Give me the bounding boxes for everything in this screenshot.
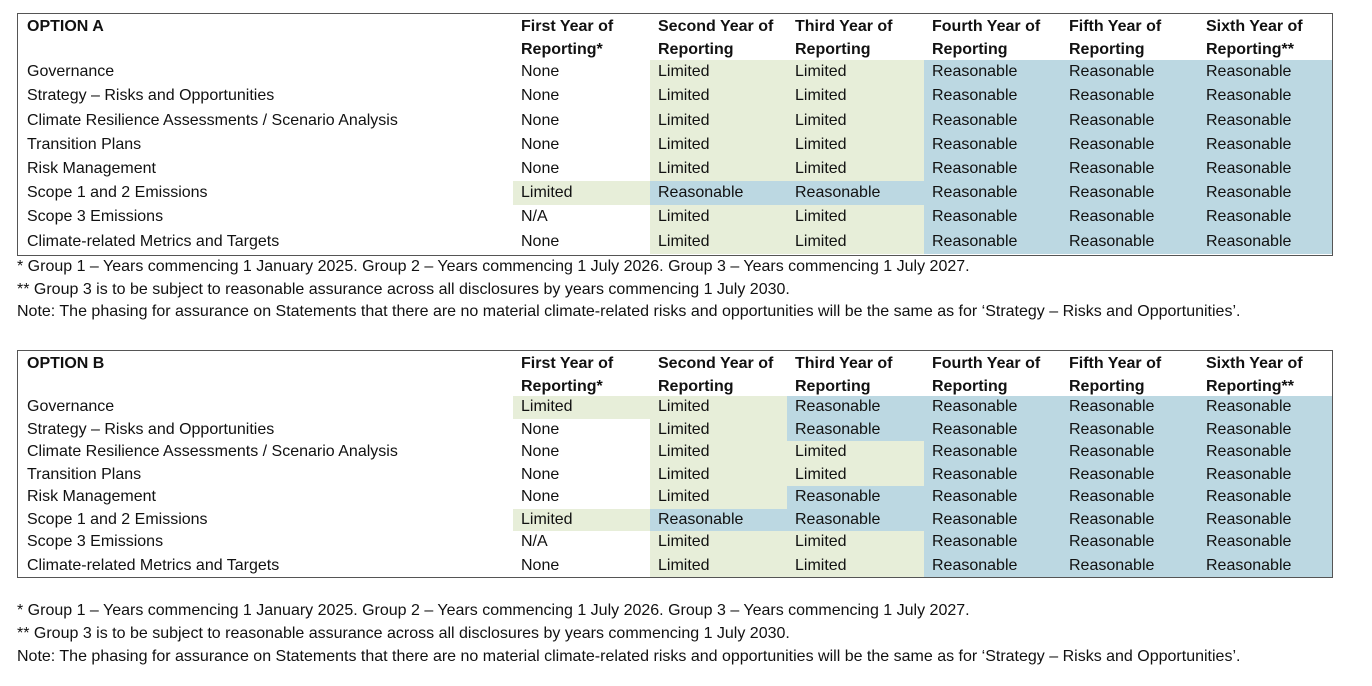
row-label: Strategy – Risks and Opportunities — [27, 87, 275, 104]
assurance-cell-reasonable: Reasonable — [650, 509, 787, 532]
assurance-cell-n-a: N/A — [521, 533, 548, 550]
assurance-cell-limited: Limited — [787, 229, 924, 254]
column-header — [787, 351, 924, 396]
assurance-cell-limited: Limited — [650, 157, 787, 181]
assurance-cell-none: None — [521, 443, 560, 460]
column-header-line: Third Year of — [795, 18, 893, 35]
column-header — [1198, 351, 1332, 396]
column-header-line: Second Year of — [658, 355, 774, 372]
assurance-cell-reasonable: Reasonable — [924, 554, 1061, 577]
assurance-cell-reasonable: Reasonable — [1061, 229, 1198, 254]
assurance-cell-reasonable: Reasonable — [924, 464, 1061, 487]
assurance-cell-none: None — [521, 87, 560, 104]
row-label: Risk Management — [27, 160, 156, 177]
assurance-cell-reasonable: Reasonable — [1061, 554, 1198, 577]
table-row — [18, 464, 1332, 487]
row-label: Strategy – Risks and Opportunities — [27, 420, 275, 438]
column-header — [650, 351, 787, 396]
assurance-cell-reasonable: Reasonable — [1061, 181, 1198, 205]
row-label: Climate Resilience Assessments / Scenario Analysis — [27, 112, 398, 129]
table-row — [18, 181, 1332, 205]
assurance-cell-reasonable: Reasonable — [1061, 419, 1198, 442]
assurance-cell-limited: Limited — [650, 396, 787, 419]
assurance-cell-reasonable: Reasonable — [1061, 509, 1198, 532]
assurance-cell-reasonable: Reasonable — [1198, 554, 1332, 577]
table-row — [18, 531, 1332, 554]
column-header-line: Reporting — [795, 378, 871, 395]
assurance-cell-reasonable: Reasonable — [924, 133, 1061, 157]
assurance-cell-reasonable: Reasonable — [787, 486, 924, 509]
column-header — [513, 351, 650, 396]
table-row — [18, 419, 1332, 442]
assurance-cell-limited: Limited — [650, 229, 787, 254]
assurance-cell-limited: Limited — [787, 157, 924, 181]
assurance-cell-reasonable: Reasonable — [924, 229, 1061, 254]
column-header-line: Reporting** — [1206, 378, 1294, 395]
assurance-cell-reasonable: Reasonable — [924, 108, 1061, 133]
assurance-cell-none: None — [521, 556, 560, 574]
row-label: Scope 3 Emissions — [27, 208, 164, 225]
column-header-line: Reporting — [795, 41, 871, 58]
assurance-cell-reasonable: Reasonable — [924, 509, 1061, 532]
row-label: Scope 1 and 2 Emissions — [27, 184, 208, 201]
assurance-cell-limited: Limited — [787, 441, 924, 464]
assurance-cell-none: None — [521, 488, 560, 505]
table-row — [18, 133, 1332, 157]
table-row — [18, 84, 1332, 108]
column-header-line: Reporting — [1069, 41, 1145, 58]
column-header-line: First Year of — [521, 18, 614, 35]
column-header — [650, 14, 787, 60]
column-header-line: Reporting — [658, 41, 734, 58]
assurance-cell-reasonable: Reasonable — [924, 486, 1061, 509]
column-header-line: Fourth Year of — [932, 355, 1041, 372]
option-b-table — [17, 350, 1333, 578]
assurance-cell-limited: Limited — [787, 531, 924, 554]
assurance-cell-reasonable: Reasonable — [1061, 84, 1198, 108]
column-header-line: Reporting — [932, 378, 1008, 395]
table-row — [18, 108, 1332, 133]
table-row — [18, 509, 1332, 532]
assurance-cell-reasonable: Reasonable — [924, 84, 1061, 108]
assurance-cell-reasonable: Reasonable — [1198, 157, 1332, 181]
column-header — [1198, 14, 1332, 60]
assurance-cell-reasonable: Reasonable — [1061, 531, 1198, 554]
assurance-cell-limited: Limited — [513, 509, 650, 532]
assurance-cell-reasonable: Reasonable — [1198, 464, 1332, 487]
column-header — [513, 14, 650, 60]
table-row — [18, 554, 1332, 577]
assurance-cell-reasonable: Reasonable — [650, 181, 787, 205]
assurance-cell-reasonable: Reasonable — [924, 205, 1061, 229]
assurance-cell-reasonable: Reasonable — [924, 419, 1061, 442]
assurance-cell-reasonable: Reasonable — [1198, 229, 1332, 254]
option-a-table — [17, 13, 1333, 256]
assurance-cell-limited: Limited — [787, 60, 924, 84]
assurance-cell-reasonable: Reasonable — [1198, 84, 1332, 108]
assurance-cell-limited: Limited — [650, 486, 787, 509]
assurance-cell-limited: Limited — [787, 205, 924, 229]
column-header-line: Second Year of — [658, 18, 774, 35]
assurance-cell-limited: Limited — [513, 396, 650, 419]
column-header-line: Reporting — [658, 378, 734, 395]
assurance-cell-reasonable: Reasonable — [1061, 133, 1198, 157]
assurance-cell-none: None — [521, 63, 560, 80]
column-header — [1061, 14, 1198, 60]
assurance-cell-reasonable: Reasonable — [787, 396, 924, 419]
assurance-cell-reasonable: Reasonable — [787, 419, 924, 442]
assurance-cell-reasonable: Reasonable — [1061, 464, 1198, 487]
assurance-cell-reasonable: Reasonable — [1198, 133, 1332, 157]
assurance-cell-limited: Limited — [513, 181, 650, 205]
assurance-cell-limited: Limited — [650, 60, 787, 84]
column-header-line: Reporting** — [1206, 41, 1294, 58]
footnote-phasing: Note: The phasing for assurance on Statements that there are no material climate-related risks and opportunities will be the same as for ‘Strategy – Risks and Opportunities’. — [17, 648, 1241, 665]
footnote-groups: * Group 1 – Years commencing 1 January 2025. Group 2 – Years commencing 1 July 2026. Group 3 – Years commencing 1 July 2027. — [17, 258, 970, 275]
assurance-cell-reasonable: Reasonable — [1061, 108, 1198, 133]
assurance-cell-reasonable: Reasonable — [924, 157, 1061, 181]
table-title: OPTION A — [27, 18, 104, 35]
column-header-line: Fifth Year of — [1069, 355, 1162, 372]
footnote-group3: ** Group 3 is to be subject to reasonable assurance across all disclosures by years commencing 1 July 2030. — [17, 281, 790, 298]
assurance-cell-reasonable: Reasonable — [924, 441, 1061, 464]
table-row — [18, 205, 1332, 229]
assurance-cell-none: None — [521, 233, 560, 250]
table-row — [18, 157, 1332, 181]
table-row — [18, 396, 1332, 419]
row-label: Transition Plans — [27, 136, 142, 153]
assurance-cell-reasonable: Reasonable — [924, 181, 1061, 205]
column-header-line: Reporting* — [521, 378, 603, 395]
assurance-cell-limited: Limited — [787, 133, 924, 157]
table-row — [18, 486, 1332, 509]
column-header-line: Reporting — [932, 41, 1008, 58]
table-header-row — [18, 351, 1332, 396]
assurance-cell-limited: Limited — [787, 84, 924, 108]
assurance-cell-reasonable: Reasonable — [1198, 486, 1332, 509]
assurance-cell-reasonable: Reasonable — [924, 60, 1061, 84]
table-row — [18, 229, 1332, 254]
assurance-cell-limited: Limited — [650, 84, 787, 108]
assurance-cell-n-a: N/A — [521, 208, 548, 225]
assurance-cell-reasonable: Reasonable — [787, 509, 924, 532]
assurance-cell-reasonable: Reasonable — [1061, 396, 1198, 419]
assurance-cell-reasonable: Reasonable — [1061, 205, 1198, 229]
column-header-line: Sixth Year of — [1206, 18, 1303, 35]
assurance-cell-reasonable: Reasonable — [1198, 531, 1332, 554]
table-header-row — [18, 14, 1332, 60]
assurance-cell-limited: Limited — [650, 464, 787, 487]
row-label: Scope 3 Emissions — [27, 533, 164, 550]
column-header — [924, 14, 1061, 60]
footnote-groups: * Group 1 – Years commencing 1 January 2025. Group 2 – Years commencing 1 July 2026. Group 3 – Years commencing 1 July 2027. — [17, 602, 970, 619]
assurance-cell-reasonable: Reasonable — [1061, 157, 1198, 181]
row-label: Climate-related Metrics and Targets — [27, 233, 280, 250]
column-header-line: Sixth Year of — [1206, 355, 1303, 372]
row-label: Climate-related Metrics and Targets — [27, 556, 280, 574]
row-label: Governance — [27, 398, 115, 415]
assurance-cell-reasonable: Reasonable — [1198, 205, 1332, 229]
column-header — [924, 351, 1061, 396]
assurance-cell-limited: Limited — [650, 108, 787, 133]
assurance-cell-reasonable: Reasonable — [1198, 441, 1332, 464]
assurance-cell-limited: Limited — [650, 554, 787, 577]
assurance-cell-limited: Limited — [650, 531, 787, 554]
assurance-cell-reasonable: Reasonable — [1061, 60, 1198, 84]
row-label: Risk Management — [27, 488, 156, 505]
assurance-cell-reasonable: Reasonable — [1198, 509, 1332, 532]
assurance-cell-none: None — [521, 160, 560, 177]
assurance-cell-none: None — [521, 465, 560, 483]
assurance-cell-reasonable: Reasonable — [924, 396, 1061, 419]
assurance-cell-reasonable: Reasonable — [787, 181, 924, 205]
assurance-cell-reasonable: Reasonable — [1061, 486, 1198, 509]
assurance-cell-reasonable: Reasonable — [924, 531, 1061, 554]
column-header — [787, 14, 924, 60]
row-label: Climate Resilience Assessments / Scenario Analysis — [27, 443, 398, 460]
row-label: Transition Plans — [27, 465, 142, 483]
assurance-cell-limited: Limited — [650, 133, 787, 157]
footnote-phasing: Note: The phasing for assurance on Statements that there are no material climate-related risks and opportunities will be the same as for ‘Strategy – Risks and Opportunities’. — [17, 303, 1241, 320]
assurance-cell-limited: Limited — [650, 205, 787, 229]
assurance-cell-limited: Limited — [650, 419, 787, 442]
table-title: OPTION B — [27, 355, 105, 372]
row-label: Governance — [27, 63, 115, 80]
assurance-cell-reasonable: Reasonable — [1198, 396, 1332, 419]
footnote-group3: ** Group 3 is to be subject to reasonable assurance across all disclosures by years commencing 1 July 2030. — [17, 625, 790, 642]
column-header-line: Fifth Year of — [1069, 18, 1162, 35]
assurance-cell-reasonable: Reasonable — [1198, 181, 1332, 205]
assurance-cell-none: None — [521, 112, 560, 129]
assurance-cell-reasonable: Reasonable — [1198, 419, 1332, 442]
assurance-cell-limited: Limited — [650, 441, 787, 464]
column-header-line: Reporting* — [521, 41, 603, 58]
column-header-line: Reporting — [1069, 378, 1145, 395]
assurance-cell-limited: Limited — [787, 108, 924, 133]
assurance-cell-limited: Limited — [787, 554, 924, 577]
assurance-cell-limited: Limited — [787, 464, 924, 487]
column-header-line: Fourth Year of — [932, 18, 1041, 35]
table-row — [18, 60, 1332, 84]
assurance-cell-none: None — [521, 136, 560, 153]
assurance-cell-reasonable: Reasonable — [1198, 60, 1332, 84]
column-header-line: Third Year of — [795, 355, 893, 372]
assurance-cell-reasonable: Reasonable — [1061, 441, 1198, 464]
table-row — [18, 441, 1332, 464]
column-header — [1061, 351, 1198, 396]
column-header-line: First Year of — [521, 355, 614, 372]
assurance-cell-reasonable: Reasonable — [1198, 108, 1332, 133]
row-label: Scope 1 and 2 Emissions — [27, 510, 208, 528]
assurance-cell-none: None — [521, 420, 560, 438]
